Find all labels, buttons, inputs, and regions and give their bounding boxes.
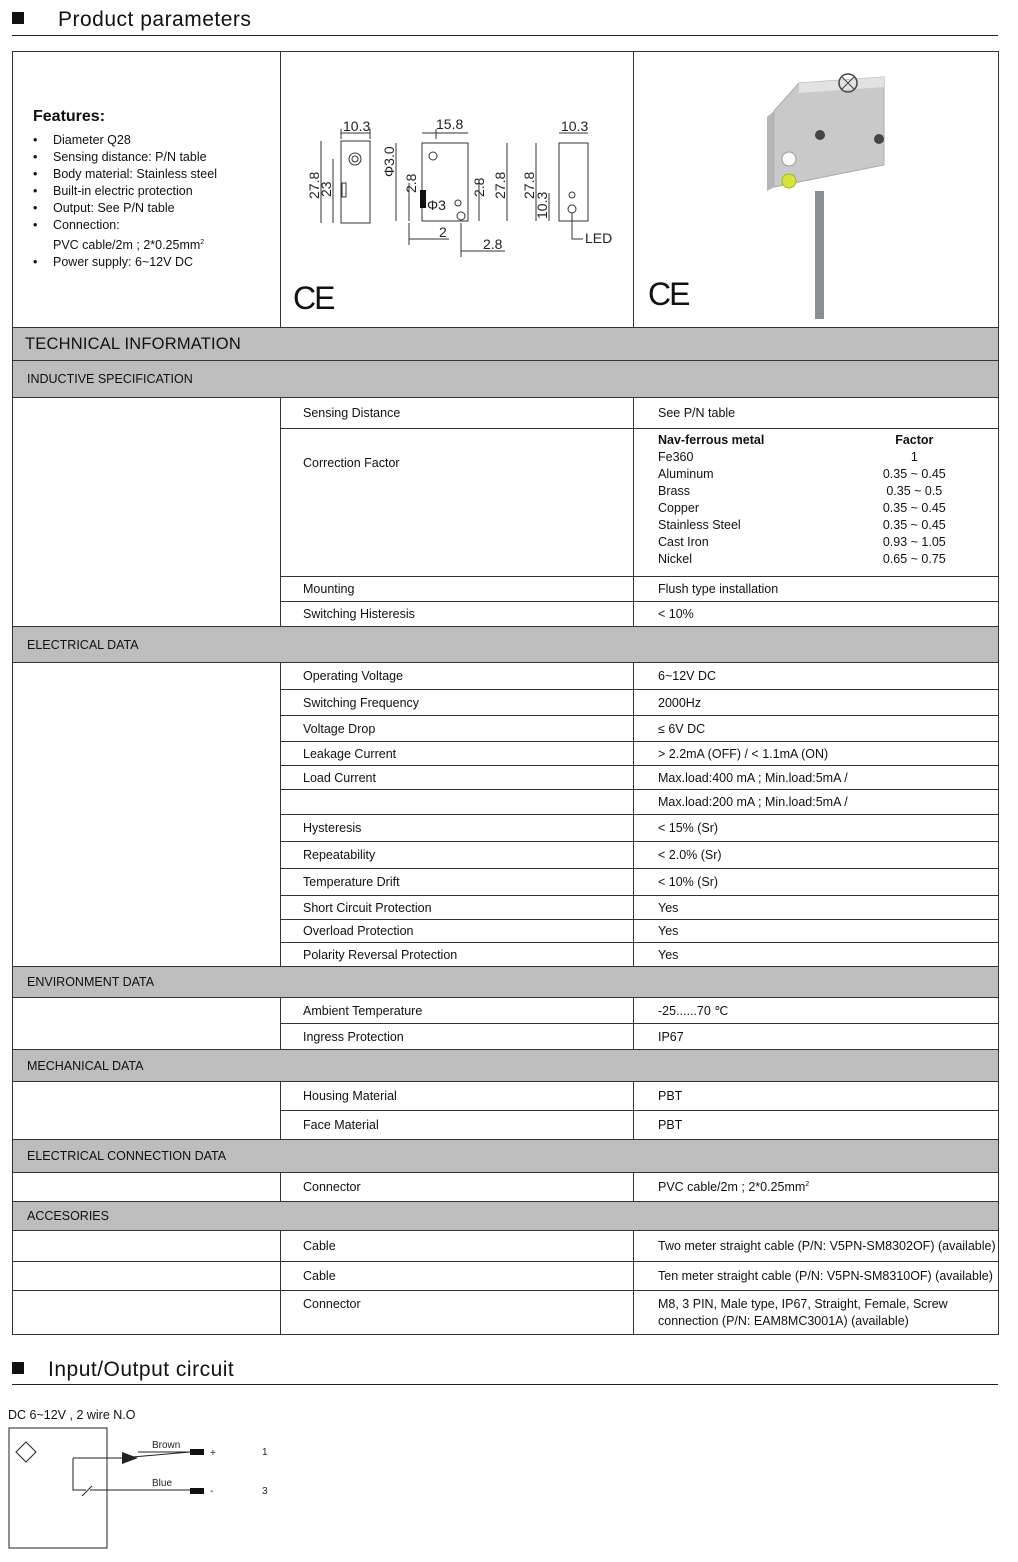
table-row: [13, 998, 999, 1024]
table-row: [13, 663, 999, 690]
spec-table: [12, 51, 999, 1335]
dim-label: 27.8: [521, 171, 537, 199]
spec-label: Sensing Distance: [281, 398, 634, 429]
spec-label: [281, 790, 634, 815]
spec-label: Repeatability: [281, 842, 634, 869]
metal-name: Fe360: [658, 450, 694, 464]
dim-label: 10.3: [561, 117, 589, 134]
dim-label: 27.8: [306, 171, 322, 199]
spec-value: 6~12V DC: [634, 663, 999, 690]
spec-label: Voltage Drop: [281, 716, 634, 742]
dim-label: 2.8: [483, 235, 503, 252]
feature-item: • Sensing distance: P/N table: [33, 149, 280, 166]
spec-value: PVC cable/2m ; $2*0.25mm^2$: [634, 1173, 999, 1202]
divider: [12, 1384, 998, 1385]
pin-number: 1: [262, 1447, 268, 1458]
section-title-text: Input/Output circuit: [48, 1358, 235, 1381]
spec-label: Switching Frequency: [281, 690, 634, 716]
metal-name: Nickel: [658, 552, 693, 566]
spec-value: < 10%: [634, 602, 999, 627]
empty-cell: [13, 1262, 281, 1291]
spec-value: PBT: [634, 1111, 999, 1140]
spec-value: Two meter straight cable (P/N: V5PN-SM8302OF) (available): [634, 1231, 999, 1262]
dimension-drawing-cell: [281, 52, 634, 328]
table-row: [13, 398, 999, 429]
spec-value: M8, 3 PIN, Male type, IP67, Straight, Female, Screw connection (P/N: EAM8MC3001A) (available): [634, 1291, 999, 1335]
metal-name: Copper: [658, 501, 699, 515]
spec-label: Operating Voltage: [281, 663, 634, 690]
circuit-diagram: [0, 1420, 300, 1560]
features-list: [33, 132, 280, 271]
empty-cell: [13, 998, 281, 1050]
spec-label: Ambient Temperature: [281, 998, 634, 1024]
spec-label: Housing Material: [281, 1082, 634, 1111]
led-marker: [420, 190, 426, 208]
spec-value: < 10% (Sr): [634, 869, 999, 896]
metal-header: Nav-ferrous metal: [658, 433, 765, 447]
empty-cell: [13, 1231, 281, 1262]
empty-cell: [13, 398, 281, 627]
dim-label: LED: [585, 229, 613, 246]
spec-value: 2000Hz: [634, 690, 999, 716]
spec-label: Load Current: [281, 766, 634, 790]
factor-value: 0.35 ~ 0.5: [886, 484, 943, 498]
spec-label: Short Circuit Protection: [281, 896, 634, 920]
ce-mark: CE: [648, 276, 689, 312]
divider: [12, 35, 998, 36]
dim-label: 2.8: [471, 177, 487, 197]
table-row: [13, 1082, 999, 1111]
spec-value: Yes: [634, 943, 999, 967]
circuit-caption: DC 6~12V , 2 wire N.O: [8, 1408, 136, 1422]
dim-label: 27.8: [492, 171, 508, 199]
table-row: [13, 1173, 999, 1202]
dim-label: 2.8: [403, 173, 419, 193]
band-accessories: ACCESORIES: [13, 1202, 999, 1231]
empty-cell: [13, 1173, 281, 1202]
spec-value: Max.load:400 mA ; Min.load:5mA /: [634, 766, 999, 790]
dim-label: 23: [318, 180, 334, 197]
empty-cell: [13, 1291, 281, 1335]
spec-label: Cable: [281, 1262, 634, 1291]
wire-label-blue: Blue: [152, 1478, 173, 1489]
section-title-io-circuit: [12, 1358, 234, 1382]
spec-label: Cable: [281, 1231, 634, 1262]
spec-label: Correction Factor: [281, 429, 634, 577]
band-electrical: ELECTRICAL DATA: [13, 627, 999, 663]
factor-value: 1: [910, 450, 918, 464]
spec-value: See P/N table: [634, 398, 999, 429]
spec-value: Yes: [634, 920, 999, 943]
spec-label: Mounting: [281, 577, 634, 602]
spec-value: -25......70 ℃: [634, 998, 999, 1024]
band-connection: ELECTRICAL CONNECTION DATA: [13, 1140, 999, 1173]
pin-number: 3: [262, 1486, 268, 1497]
product-photo: [634, 53, 1018, 327]
band-technical-information: TECHNICAL INFORMATION: [13, 328, 999, 361]
spec-label: Temperature Drift: [281, 869, 634, 896]
factor-value: 0.93 ~ 1.05: [882, 535, 946, 549]
correction-factor-cell: [634, 429, 999, 577]
feature-item: • Output: See P/N table: [33, 200, 280, 217]
band-mechanical: MECHANICAL DATA: [13, 1050, 999, 1082]
factor-value: 0.65 ~ 0.75: [882, 552, 946, 566]
spec-value: Flush type installation: [634, 577, 999, 602]
spec-label: Face Material: [281, 1111, 634, 1140]
square-bullet-icon: [12, 1362, 24, 1374]
feature-item: • Power supply: 6~12V DC: [33, 254, 280, 271]
feature-item: • Connection: PVC cable/2m ; $2*0.25mm^2$: [33, 217, 280, 254]
dim-label: 2: [439, 223, 447, 240]
spec-value: ≤ 6V DC: [634, 716, 999, 742]
dim-label: Φ3: [427, 196, 446, 213]
spec-value: IP67: [634, 1024, 999, 1050]
section-title-product-parameters: [12, 8, 251, 32]
spec-value: < 2.0% (Sr): [634, 842, 999, 869]
spec-value: Max.load:200 mA ; Min.load:5mA /: [634, 790, 999, 815]
spec-label: Leakage Current: [281, 742, 634, 766]
spec-label: Connector: [281, 1291, 634, 1335]
factor-value: 0.35 ~ 0.45: [882, 501, 946, 515]
wire-label-brown: Brown: [152, 1440, 181, 1451]
spec-label: Connector: [281, 1173, 634, 1202]
overview-row: [13, 52, 999, 328]
features-cell: [13, 52, 281, 328]
metal-name: Stainless Steel: [658, 518, 741, 532]
metal-name: Brass: [658, 484, 690, 498]
correction-factor-table: [658, 432, 984, 568]
spec-value: PBT: [634, 1082, 999, 1111]
band-inductive: INDUCTIVE SPECIFICATION: [13, 361, 999, 398]
spec-value: Yes: [634, 896, 999, 920]
factor-value: 0.35 ~ 0.45: [882, 518, 946, 532]
dim-label: Φ3.0: [381, 145, 397, 177]
terminal-minus: -: [210, 1486, 214, 1497]
spec-label: Overload Protection: [281, 920, 634, 943]
square-bullet-icon: [12, 12, 24, 24]
table-row: [13, 1231, 999, 1262]
dimension-drawing: [281, 53, 633, 327]
table-row: [13, 1291, 999, 1335]
product-photo-cell: [634, 52, 999, 328]
features-title: Features:: [33, 108, 106, 125]
metal-name: Aluminum: [658, 467, 714, 481]
feature-item: • Body material: Stainless steel: [33, 166, 280, 183]
empty-cell: [13, 1082, 281, 1140]
spec-label: Ingress Protection: [281, 1024, 634, 1050]
ce-mark: CE: [293, 280, 334, 316]
spec-label: Switching Histeresis: [281, 602, 634, 627]
section-title-text: Product parameters: [58, 8, 252, 31]
spec-label: Hysteresis: [281, 815, 634, 842]
band-environment: ENVIRONMENT DATA: [13, 967, 999, 998]
spec-label: Polarity Reversal Protection: [281, 943, 634, 967]
empty-cell: [13, 663, 281, 967]
feature-item: • Built-in electric protection: [33, 183, 280, 200]
spec-value: < 15% (Sr): [634, 815, 999, 842]
factor-header: Factor: [895, 433, 934, 447]
feature-item: • Diameter Q28: [33, 132, 280, 149]
spec-value: > 2.2mA (OFF) / < 1.1mA (ON): [634, 742, 999, 766]
dim-label: 10.3: [534, 191, 550, 219]
factor-value: 0.35 ~ 0.45: [882, 467, 946, 481]
spec-value: Ten meter straight cable (P/N: V5PN-SM8310OF) (available): [634, 1262, 999, 1291]
dim-label: 15.8: [436, 115, 464, 132]
metal-name: Cast Iron: [658, 535, 709, 549]
terminal-plus: +: [210, 1448, 216, 1459]
dim-label: 10.3: [343, 117, 371, 134]
table-row: [13, 1262, 999, 1291]
